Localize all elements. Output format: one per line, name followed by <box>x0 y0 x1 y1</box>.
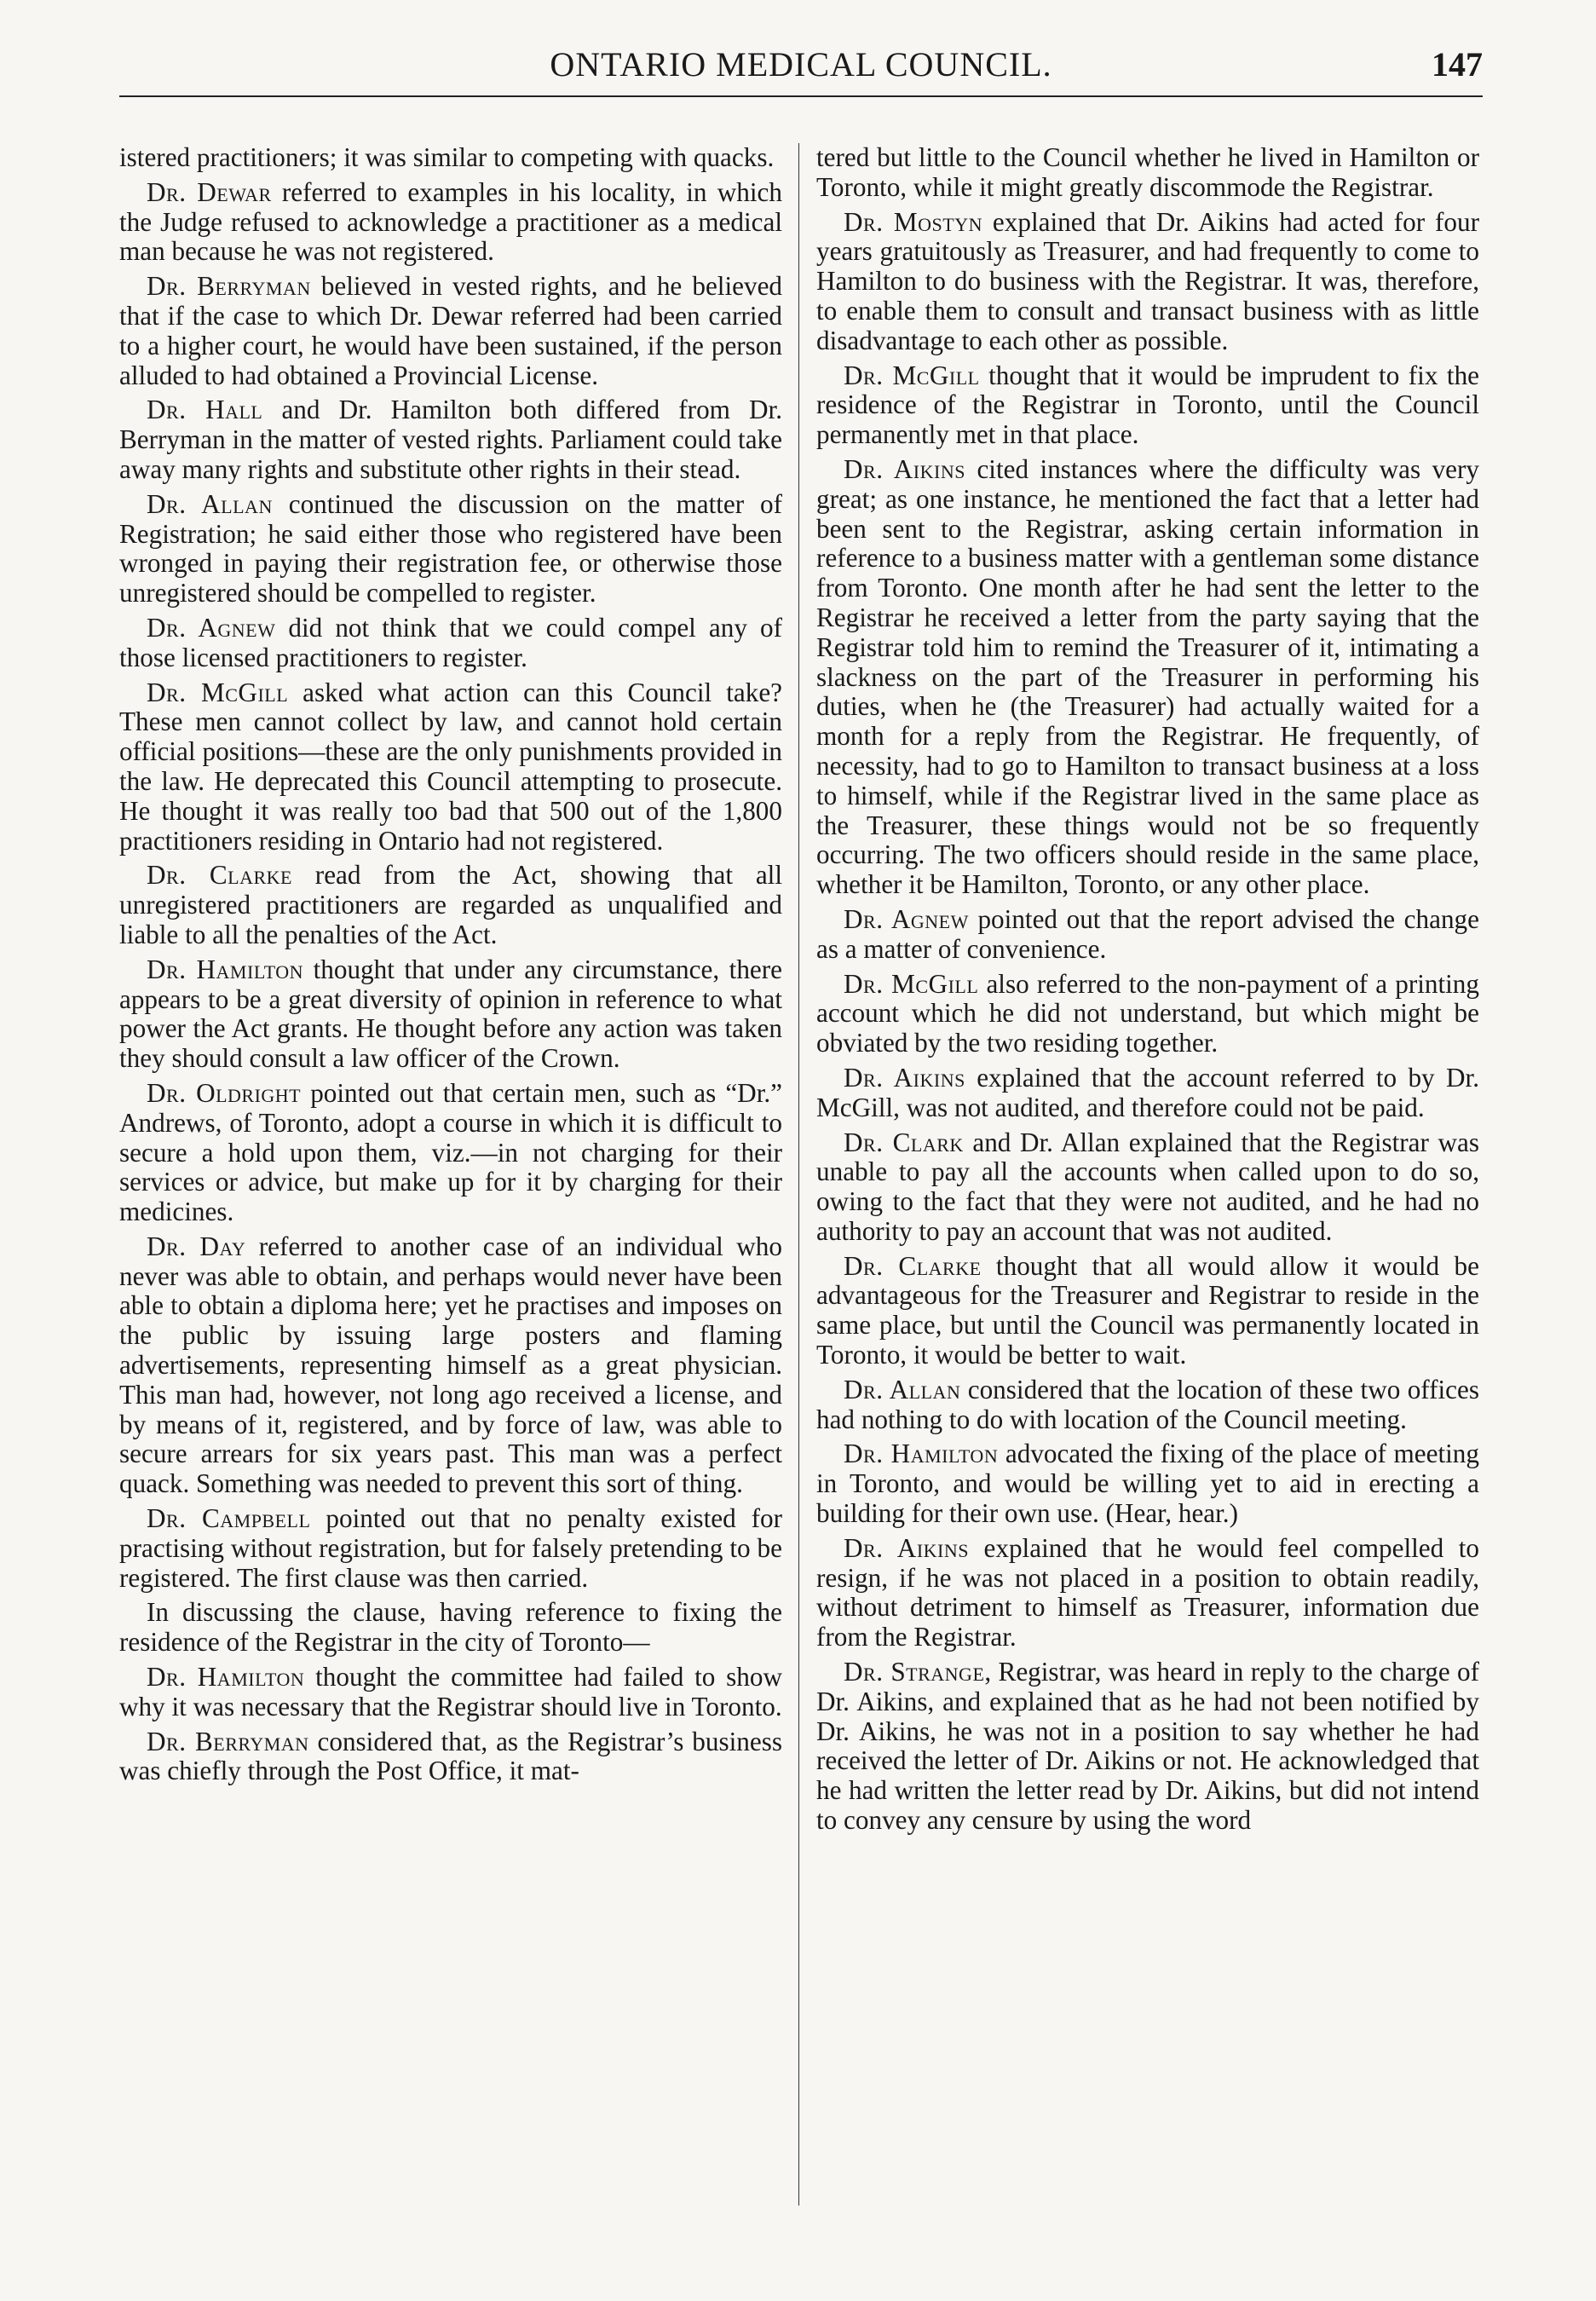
paragraph <box>816 1128 1479 1247</box>
paragraph-text: explained that Dr. Aikins had acted for four years gratuitously as Treasurer, and had frequently to come to Hamilton to do business with the Registrar. It was, therefore, to enable them to consult and transact business with as little disadvantage to each other as possible. <box>816 206 1479 355</box>
paragraph-text: istered practitioners; it was similar to competing with quacks. <box>119 143 775 172</box>
speaker-name: Dr. Agnew <box>147 612 276 643</box>
paragraph <box>119 1598 782 1658</box>
paragraph-text: and Dr. Hamilton both differed from Dr. Berryman in the matter of vested rights. Parliament could take away many rights and substitute other rights in their stead. <box>119 395 782 484</box>
paragraph <box>119 1232 782 1499</box>
paragraph-text: considered that, as the Registrar’s business was chiefly through the Post Office, it mat- <box>119 1726 782 1786</box>
speaker-name: Dr. Mostyn <box>844 206 982 237</box>
paragraph <box>119 143 782 173</box>
paragraph <box>119 861 782 949</box>
paragraph-text: considered that the location of these two offices had nothing to do with location of the Council meeting. <box>816 1374 1479 1434</box>
speaker-name: Dr. Hamilton <box>844 1439 999 1469</box>
paragraph <box>119 272 782 390</box>
speaker-name: Dr. McGill <box>147 677 289 707</box>
paragraph-text: continued the discussion on the matter of Registration; he said either those who registered have been wronged in paying their registration fee, or otherwise those unregistered should be compelled to register. <box>119 488 782 608</box>
paragraph <box>816 1375 1479 1435</box>
paragraph <box>816 143 1479 203</box>
paragraph <box>816 970 1479 1058</box>
paragraph <box>119 1079 782 1227</box>
page-number: 147 <box>1432 45 1483 84</box>
speaker-name: Dr. Strange <box>844 1657 985 1687</box>
paragraph <box>816 1064 1479 1123</box>
paragraph-text: pointed out that the report advised the change as a matter of convenience. <box>816 903 1479 964</box>
speaker-name: Dr. Aikins <box>844 453 965 484</box>
paragraph <box>119 1727 782 1787</box>
right-column <box>816 143 1479 2223</box>
paragraph <box>816 905 1479 965</box>
speaker-name: Dr. Berryman <box>147 1726 309 1756</box>
paragraph <box>119 490 782 608</box>
speaker-name: Dr. Oldright <box>147 1077 302 1108</box>
paragraph <box>119 955 782 1074</box>
paragraph <box>816 1252 1479 1370</box>
speaker-name: Dr. Aikins <box>844 1062 965 1093</box>
paragraph-text: explained that the account referred to by Dr. McGill, was not audited, and therefore could not be paid. <box>816 1062 1479 1122</box>
paragraph <box>119 178 782 267</box>
speaker-name: Dr. Day <box>147 1231 246 1261</box>
paragraph-text: pointed out that no penalty existed for practising without registration, but for falsely pretending to be registered. The first clause was then carried. <box>119 1503 782 1593</box>
paragraph <box>816 455 1479 900</box>
speaker-name: Dr. Agnew <box>844 903 969 934</box>
paragraph-text: explained that he would feel compelled to resign, if he was not placed in a position to obtain readily, without detriment to himself as Treasurer, information due from the Registrar. <box>816 1532 1479 1652</box>
paragraph-text: thought that all would allow it would be advantageous for the Treasurer and Registrar to reside in the same place, but until the Council was permanently located in Toronto, it would be better to wait. <box>816 1250 1479 1370</box>
speaker-name: Dr. Dewar <box>147 176 272 207</box>
paragraph <box>119 395 782 484</box>
speaker-name: Dr. Hamilton <box>147 1662 305 1693</box>
paragraph-text: thought the committee had failed to show why it was necessary that the Registrar should live in Toronto. <box>119 1662 782 1721</box>
paragraph-text: pointed out that certain men, such as “Dr.” Andrews, of Toronto, adopt a course in which it is difficult to secure a hold upon them, viz.—in not charging for their services or advice, but make up for it by charging for their medicines. <box>119 1077 782 1227</box>
paragraph <box>816 361 1479 450</box>
paragraph <box>816 1439 1479 1528</box>
speaker-name: Dr. McGill <box>844 968 979 999</box>
paragraph <box>119 1504 782 1593</box>
paragraph <box>119 614 782 673</box>
paragraph-text: advocated the fixing of the place of meeting in Toronto, and would be willing yet to aid in erecting a building for their own use. (Hear, hear.) <box>816 1439 1479 1529</box>
paragraph-text: also referred to the non-payment of a printing account which he did not understand, but which might be obviated by the two residing together. <box>816 968 1479 1058</box>
paragraph-text: read from the Act, showing that all unregistered practitioners are regarded as unqualified and liable to all the penalties of the Act. <box>119 860 782 949</box>
paragraph-text: and Dr. Allan explained that the Registrar was unable to pay all the accounts when called upon to do so, owing to the fact that they were not audited, and he had no authority to pay an account that was not audited. <box>816 1127 1479 1246</box>
paragraph-text: thought that under any circumstance, there appears to be a great diversity of opinion in reference to what power the Act grants. He thought before any action was taken they should consult a law officer of the Crown. <box>119 954 782 1074</box>
paragraph <box>119 678 782 856</box>
paragraph-text: referred to examples in his locality, in which the Judge refused to acknowledge a practitioner as a medical man because he was not registered. <box>119 176 782 267</box>
speaker-name: Dr. Allan <box>147 488 273 519</box>
paragraph-text: thought that it would be imprudent to fix the residence of the Registrar in Toronto, until the Council permanently met in that place. <box>816 360 1479 450</box>
speaker-name: Dr. Allan <box>844 1374 961 1404</box>
paragraph-text: , Registrar, was heard in reply to the charge of Dr. Aikins, and explained that as he had not been notified by Dr. Aikins, he was not in a position to say whether he had received the letter of Dr. Aikins or not. He acknowledged that he had written the letter read by Dr. Aikins, but did not intend to convey any censure by using the word <box>816 1657 1479 1836</box>
paragraph-text: cited instances where the difficulty was very great; as one instance, he mentioned the fact that a letter had been sent to the Registrar, asking certain information in reference to a business matter with a gentleman some distance from Toronto. One month after he had sent the letter to the Registrar he received a letter from the party saying that the Registrar told him to remind the Treasurer of it, intimating a slackness on the part of the Treasurer in performing his duties, when he (the Treasurer) had actually waited for a month for a reply from the Registrar. He frequently, of necessity, had to go to Hamilton to transact business at a loss to himself, while if the Registrar lived in the same place as the Treasurer, these things would not be so frequently occurring. The two officers should reside in the same place, whether it be Hamilton, Toronto, or any other place. <box>816 453 1479 900</box>
page-header <box>119 44 1483 95</box>
paragraph-text: referred to another case of an individual who never was able to obtain, and perhaps would never have been able to obtain a diploma here; yet he practises and imposes on the public by issuing large posters and flaming advertisements, representing himself as a great physician. This man had, however, not long ago received a license, and by means of it, registered, and by force of law, was able to secure arrears for six years past. This man was a perfect quack. Something was needed to prevent this sort of thing. <box>119 1231 782 1499</box>
paragraph <box>816 208 1479 356</box>
paragraph <box>816 1534 1479 1652</box>
speaker-name: Dr. Campbell <box>147 1503 311 1534</box>
speaker-name: Dr. Hall <box>147 395 263 425</box>
speaker-name: Dr. Clark <box>844 1127 964 1157</box>
speaker-name: Dr. Clarke <box>844 1250 982 1281</box>
header-rule <box>119 95 1483 97</box>
speaker-name: Dr. McGill <box>844 360 980 390</box>
speaker-name: Dr. Clarke <box>147 860 292 891</box>
column-divider <box>798 143 799 2206</box>
speaker-name: Dr. Aikins <box>844 1532 969 1563</box>
paragraph-text: believed in vested rights, and he believed that if the case to which Dr. Dewar referred had been carried to a higher court, he would have been sustained, if the person alluded to had obtained a Provincial License. <box>119 271 782 390</box>
paragraph-text: In discussing the clause, having reference to fixing the residence of the Registrar in the city of Toronto— <box>119 1597 782 1658</box>
left-column <box>119 143 782 2223</box>
speaker-name: Dr. Berryman <box>147 271 311 302</box>
paragraph-text: tered but little to the Council whether he lived in Hamilton or Toronto, while it might greatly discommode the Registrar. <box>816 143 1479 202</box>
speaker-name: Dr. Hamilton <box>147 954 304 984</box>
paragraph <box>816 1658 1479 1836</box>
paragraph <box>119 1663 782 1722</box>
paragraph-text: asked what action can this Council take? These men cannot collect by law, and cannot hold certain official positions—these are the only punishments provided in the law. He deprecated this Council attempting to prosecute. He thought it was really too bad that 500 out of the 1,800 practitioners residing in Ontario had not registered. <box>119 677 782 856</box>
paragraph-text: did not think that we could compel any of those licensed practitioners to register. <box>119 612 782 672</box>
running-head: ONTARIO MEDICAL COUNCIL. <box>550 45 1052 84</box>
